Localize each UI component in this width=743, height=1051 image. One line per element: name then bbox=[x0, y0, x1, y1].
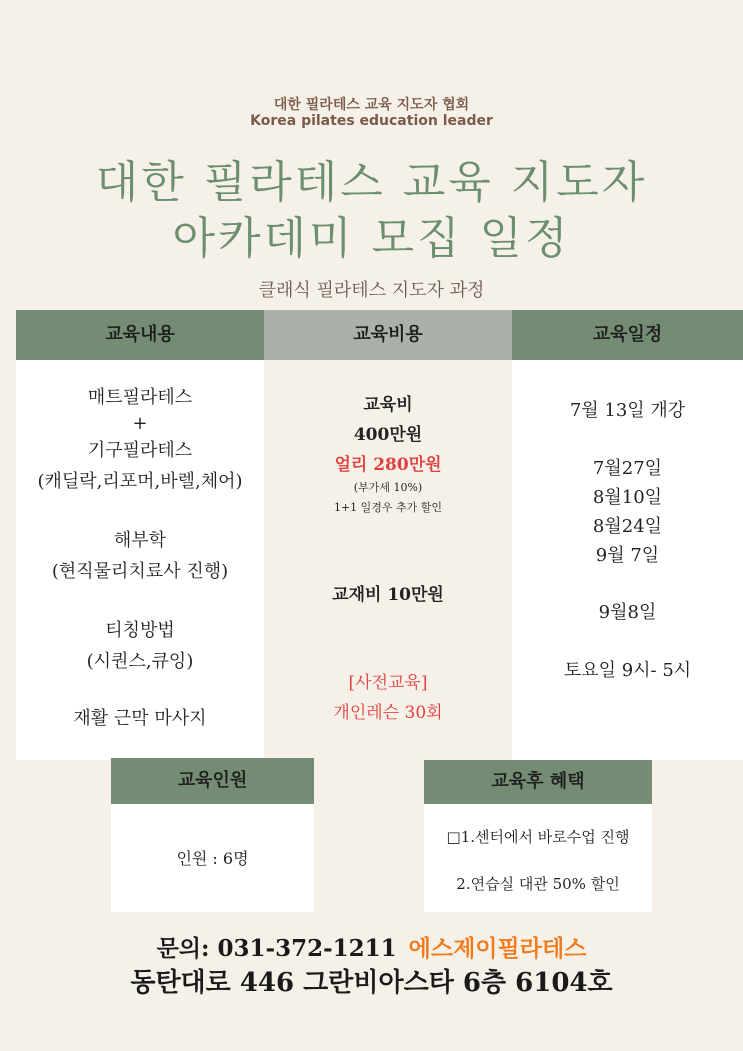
content-line: (캐딜락,리포머,바렐,체어) bbox=[37, 471, 243, 492]
benefit-item: 2.연습실 대관 50% 할인 bbox=[456, 875, 620, 893]
course-subtitle: 클래식 필라테스 지도자 과정 bbox=[258, 280, 485, 301]
content-line: (현직물리치료사 진행) bbox=[51, 561, 229, 582]
content-line: 티칭방법 bbox=[105, 620, 175, 641]
content-line: (시퀀스,큐잉) bbox=[86, 651, 194, 672]
contact-phone: 문의: 031-372-1211 bbox=[156, 935, 397, 962]
pre-education-detail: 개인레슨 30회 bbox=[333, 703, 443, 723]
tuition-label: 교육비 bbox=[363, 395, 413, 415]
content-list bbox=[16, 360, 264, 734]
schedule-column-header: 교육일정 bbox=[512, 310, 743, 360]
benefits-header: 교육후 혜택 bbox=[424, 760, 652, 804]
capacity-header: 교육인원 bbox=[111, 758, 314, 804]
capacity-box bbox=[111, 804, 314, 912]
schedule-date: 7월27일 bbox=[592, 458, 663, 479]
studio-brand: 에스제이필라테스 bbox=[408, 935, 587, 962]
contact-line bbox=[0, 930, 743, 963]
class-time: 토요일 9시- 5시 bbox=[563, 660, 692, 681]
content-column-header: 교육내용 bbox=[16, 310, 264, 360]
content-column-box bbox=[16, 360, 264, 760]
benefit-item: □1.센터에서 바로수업 진행 bbox=[446, 828, 630, 846]
last-date: 9월8일 bbox=[598, 602, 657, 623]
vat-note: (부가세 10%) bbox=[353, 481, 423, 494]
capacity-value: 인원 : 6명 bbox=[176, 849, 249, 868]
schedule-date: 9월 7일 bbox=[595, 545, 660, 566]
content-line: 기구필라테스 bbox=[87, 440, 193, 461]
pre-education-label: [사전교육] bbox=[348, 673, 428, 693]
opening-date: 7월 13일 개강 bbox=[569, 400, 686, 421]
schedule-date: 8월24일 bbox=[592, 516, 663, 537]
content-line: 재활 근막 마사지 bbox=[73, 708, 207, 729]
content-line: 매트필라테스 bbox=[87, 387, 193, 408]
discount-note: 1+1 일경우 추가 할인 bbox=[333, 501, 443, 514]
organization-name-english: Korea pilates education leader bbox=[250, 113, 493, 129]
tuition-amount: 400만원 bbox=[353, 425, 423, 445]
content-line: 해부학 bbox=[113, 530, 167, 551]
benefits-box bbox=[424, 804, 652, 912]
cost-column-header: 교육비용 bbox=[264, 310, 512, 360]
page-title-line1: 대한 필라테스 교육 지도자 bbox=[95, 157, 648, 208]
material-fee: 교재비 10만원 bbox=[332, 585, 444, 605]
page-title-line2: 아카데미 모집 일정 bbox=[172, 213, 571, 264]
schedule-column-box bbox=[512, 360, 743, 760]
address: 동탄대로 446 그란비아스타 6층 6104호 bbox=[130, 968, 613, 998]
early-price: 얼리 280만원 bbox=[334, 455, 442, 475]
content-line: + bbox=[132, 413, 148, 434]
schedule-date: 8월10일 bbox=[592, 487, 663, 508]
organization-name-korean: 대한 필라테스 교육 지도자 협회 bbox=[273, 97, 470, 113]
